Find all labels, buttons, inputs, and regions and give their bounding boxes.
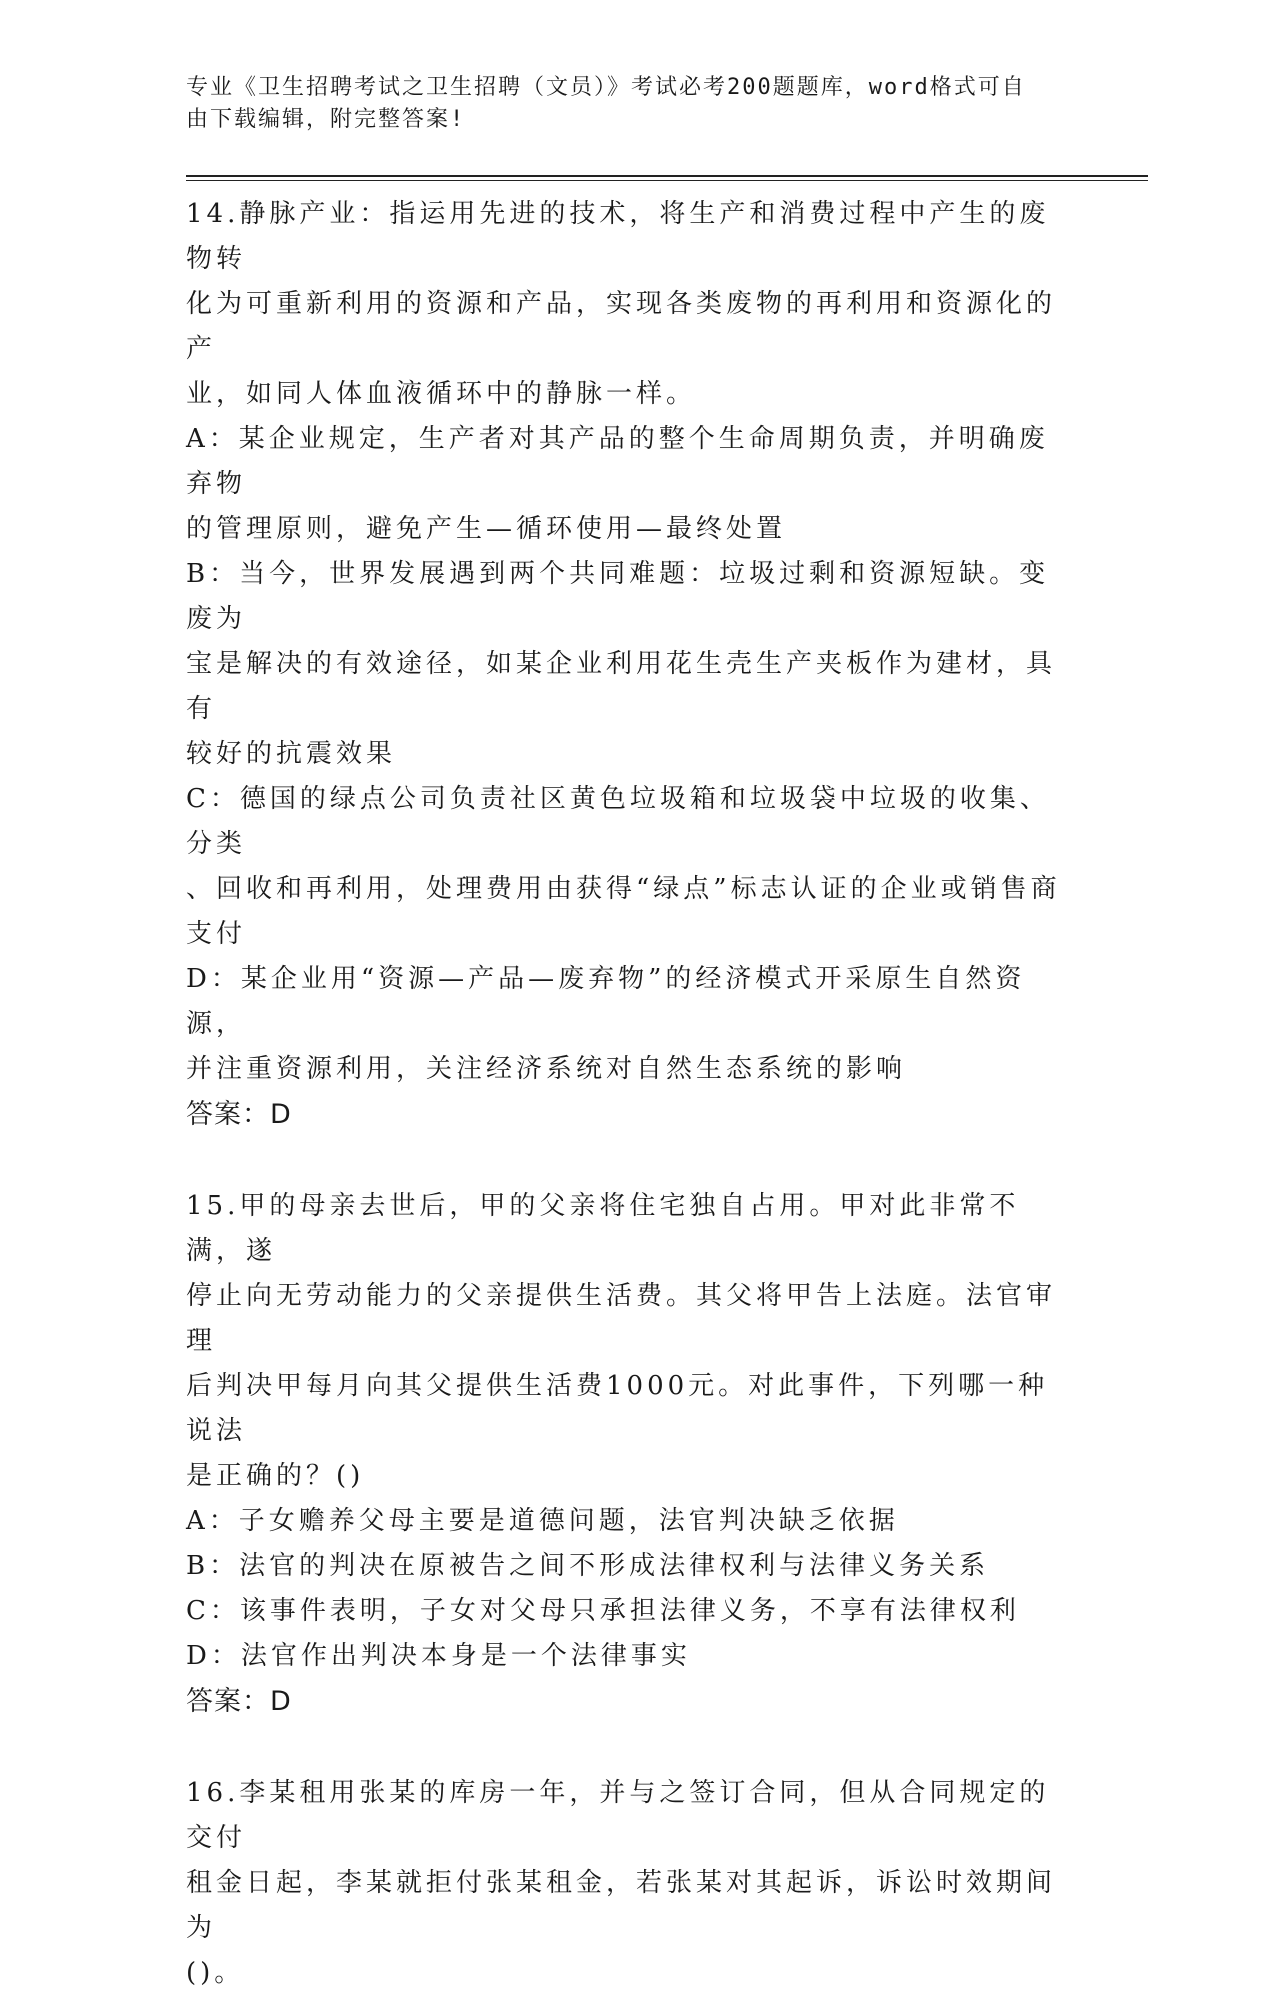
- question-stem-line: 停止向无劳动能力的父亲提供生活费。其父将甲告上法庭。法官审理: [186, 1281, 1057, 1356]
- document-header: [186, 72, 1066, 136]
- option-a-line: 的管理原则，避免产生—循环使用—最终处置: [186, 514, 787, 544]
- question-15: [186, 1184, 1066, 1725]
- question-stem-line: 16.李某租用张某的库房一年，并与之签订合同，但从合同规定的交付: [186, 1778, 1050, 1853]
- question-stem-line: 是正确的？(): [186, 1461, 365, 1491]
- option-d-line: D：某企业用“资源—产品—废弃物”的经济模式开采原生自然资源，: [186, 964, 1026, 1039]
- option-b-line: 较好的抗震效果: [186, 739, 397, 769]
- question-stem-line: 化为可重新利用的资源和产品，实现各类废物的再利用和资源化的产: [186, 289, 1057, 364]
- question-stem-line: 15.甲的母亲去世后，甲的父亲将住宅独自占用。甲对此非常不满，遂: [186, 1191, 1020, 1266]
- header-line-1: 专业《卫生招聘考试之卫生招聘（文员）》考试必考200题题库，word格式可自: [186, 75, 1026, 100]
- option-b-line: B：法官的判决在原被告之间不形成法律权利与法律义务关系: [186, 1551, 990, 1581]
- header-rule-thick: [186, 175, 1148, 177]
- option-c-line: C：德国的绿点公司负责社区黄色垃圾箱和垃圾袋中垃圾的收集、分类: [186, 784, 1050, 859]
- option-c-line: 支付: [186, 919, 247, 949]
- question-14: [186, 192, 1066, 1138]
- question-spacer: [186, 1725, 1066, 1771]
- option-c-line: C：该事件表明，子女对父母只承担法律义务，不享有法律权利: [186, 1596, 1020, 1626]
- answer-line: 答案：D: [186, 1099, 292, 1130]
- question-spacer: [186, 1138, 1066, 1184]
- question-list: [186, 192, 1066, 1996]
- question-stem-line: 租金日起，李某就拒付张某租金，若张某对其起诉，诉讼时效期间为: [186, 1868, 1057, 1943]
- option-d-line: D：法官作出判决本身是一个法律事实: [186, 1641, 691, 1671]
- option-a-line: A：子女赡养父母主要是道德问题，法官判决缺乏依据: [186, 1506, 899, 1536]
- option-b-line: 宝是解决的有效途径，如某企业利用花生壳生产夹板作为建材，具有: [186, 649, 1057, 724]
- question-16: [186, 1771, 1066, 1996]
- option-b-line: B：当今，世界发展遇到两个共同难题：垃圾过剩和资源短缺。变废为: [186, 559, 1050, 634]
- answer-line: 答案：D: [186, 1686, 292, 1717]
- header-rule-thin: [186, 180, 1148, 181]
- question-stem-line: ()。: [186, 1958, 245, 1988]
- question-stem-line: 业，如同人体血液循环中的静脉一样。: [186, 379, 697, 409]
- question-stem-line: 后判决甲每月向其父提供生活费1000元。对此事件，下列哪一种说法: [186, 1371, 1049, 1446]
- question-stem-line: 14.静脉产业：指运用先进的技术，将生产和消费过程中产生的废物转: [186, 199, 1050, 274]
- header-line-2: 由下载编辑，附完整答案!: [186, 107, 466, 132]
- option-c-line: 、回收和再利用，处理费用由获得“绿点”标志认证的企业或销售商: [186, 874, 1061, 904]
- option-a-line: A：某企业规定，生产者对其产品的整个生命周期负责，并明确废弃物: [186, 424, 1049, 499]
- option-d-line: 并注重资源利用，关注经济系统对自然生态系统的影响: [186, 1054, 907, 1084]
